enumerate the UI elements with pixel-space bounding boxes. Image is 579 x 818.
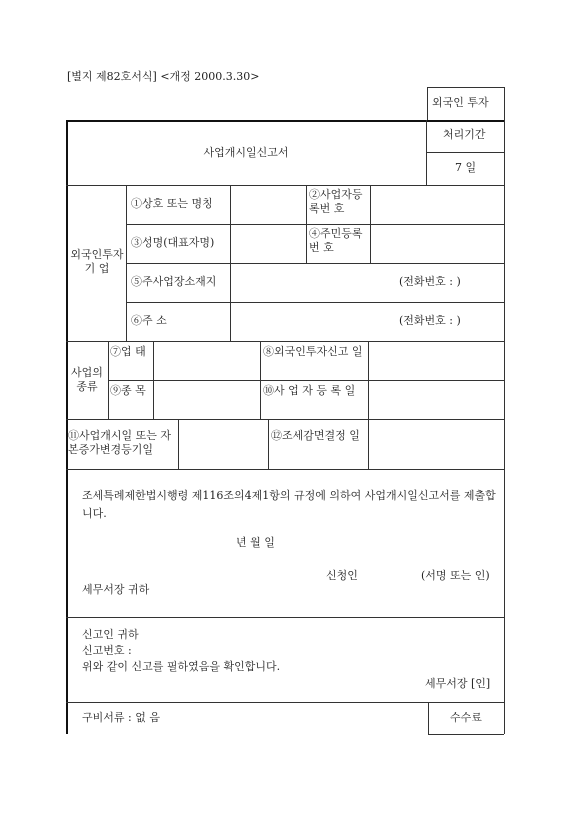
industry-field[interactable] [155,343,258,379]
office-address-label: ⑤주사업장소재지 [131,275,217,288]
trade-name-label: ①상호 또는 명칭 [131,197,213,210]
business-reg-no-label: ②사업자등록번 호 [309,188,363,215]
processing-period-value: 7 일 [455,161,477,174]
confirmation-text: 위와 같이 신고를 필하였음을 확인합니다. [82,660,281,673]
item-label: ⑨종 목 [110,384,146,397]
resident-no-field[interactable] [372,226,502,262]
fdi-report-date-label: ⑧외국인투자신고 일 [263,345,363,358]
declaration-statement: 조세특례제한법시행령 제116조의4제1항의 규정에 의하여 사업개시일신고서를 제출합니다. [82,489,496,520]
official-seal-label: 세무서장 [인] [425,677,491,690]
processing-period-label: 처리기간 [443,128,486,141]
address-phone-label: (전화번호 : ) [399,314,461,327]
company-section-label: 외국인투자 기 업 [70,248,124,275]
rep-name-label: ③성명(대표자명) [131,236,215,249]
tax-decision-date-label: ⑫조세감면결정 일 [271,429,360,442]
start-date-label: ⑪사업개시일 또는 자본증가변경등기일 [68,429,172,456]
form-title: 사업개시일신고서 [203,146,289,159]
applicant-label: 신청인 [326,569,358,582]
report-number-label: 신고번호 : [82,644,132,657]
rep-name-field[interactable] [232,226,304,262]
business-reg-date-label: ⑩사 업 자 등 록 일 [263,384,356,397]
fdi-report-date-field[interactable] [370,343,502,379]
start-date-field[interactable] [180,421,266,467]
receipt-to: 신고인 귀하 [82,628,139,641]
form-reference: [별지 제82호서식] <개정 2000.3.30> [67,70,260,83]
item-field[interactable] [155,382,258,418]
addressee-label: 세무서장 귀하 [82,583,150,596]
required-documents: 구비서류 : 없 음 [82,711,160,724]
category-label: 외국인 투자 [432,96,489,109]
fee-label: 수수료 [450,711,482,724]
industry-label: ⑦업 태 [110,345,146,358]
address-label: ⑥주 소 [131,314,167,327]
business-reg-date-field[interactable] [370,382,502,418]
signature-label: (서명 또는 인) [421,569,490,582]
declaration-date: 년 월 일 [236,536,275,549]
business-type-section-label: 사업의 종류 [71,366,103,393]
office-phone-label: (전화번호 : ) [399,275,461,288]
business-reg-no-field[interactable] [372,187,502,223]
tax-decision-date-field[interactable] [370,421,502,467]
applicant-field[interactable] [366,566,418,584]
trade-name-field[interactable] [232,187,304,223]
resident-no-label: ④주민등록번 호 [309,227,363,254]
